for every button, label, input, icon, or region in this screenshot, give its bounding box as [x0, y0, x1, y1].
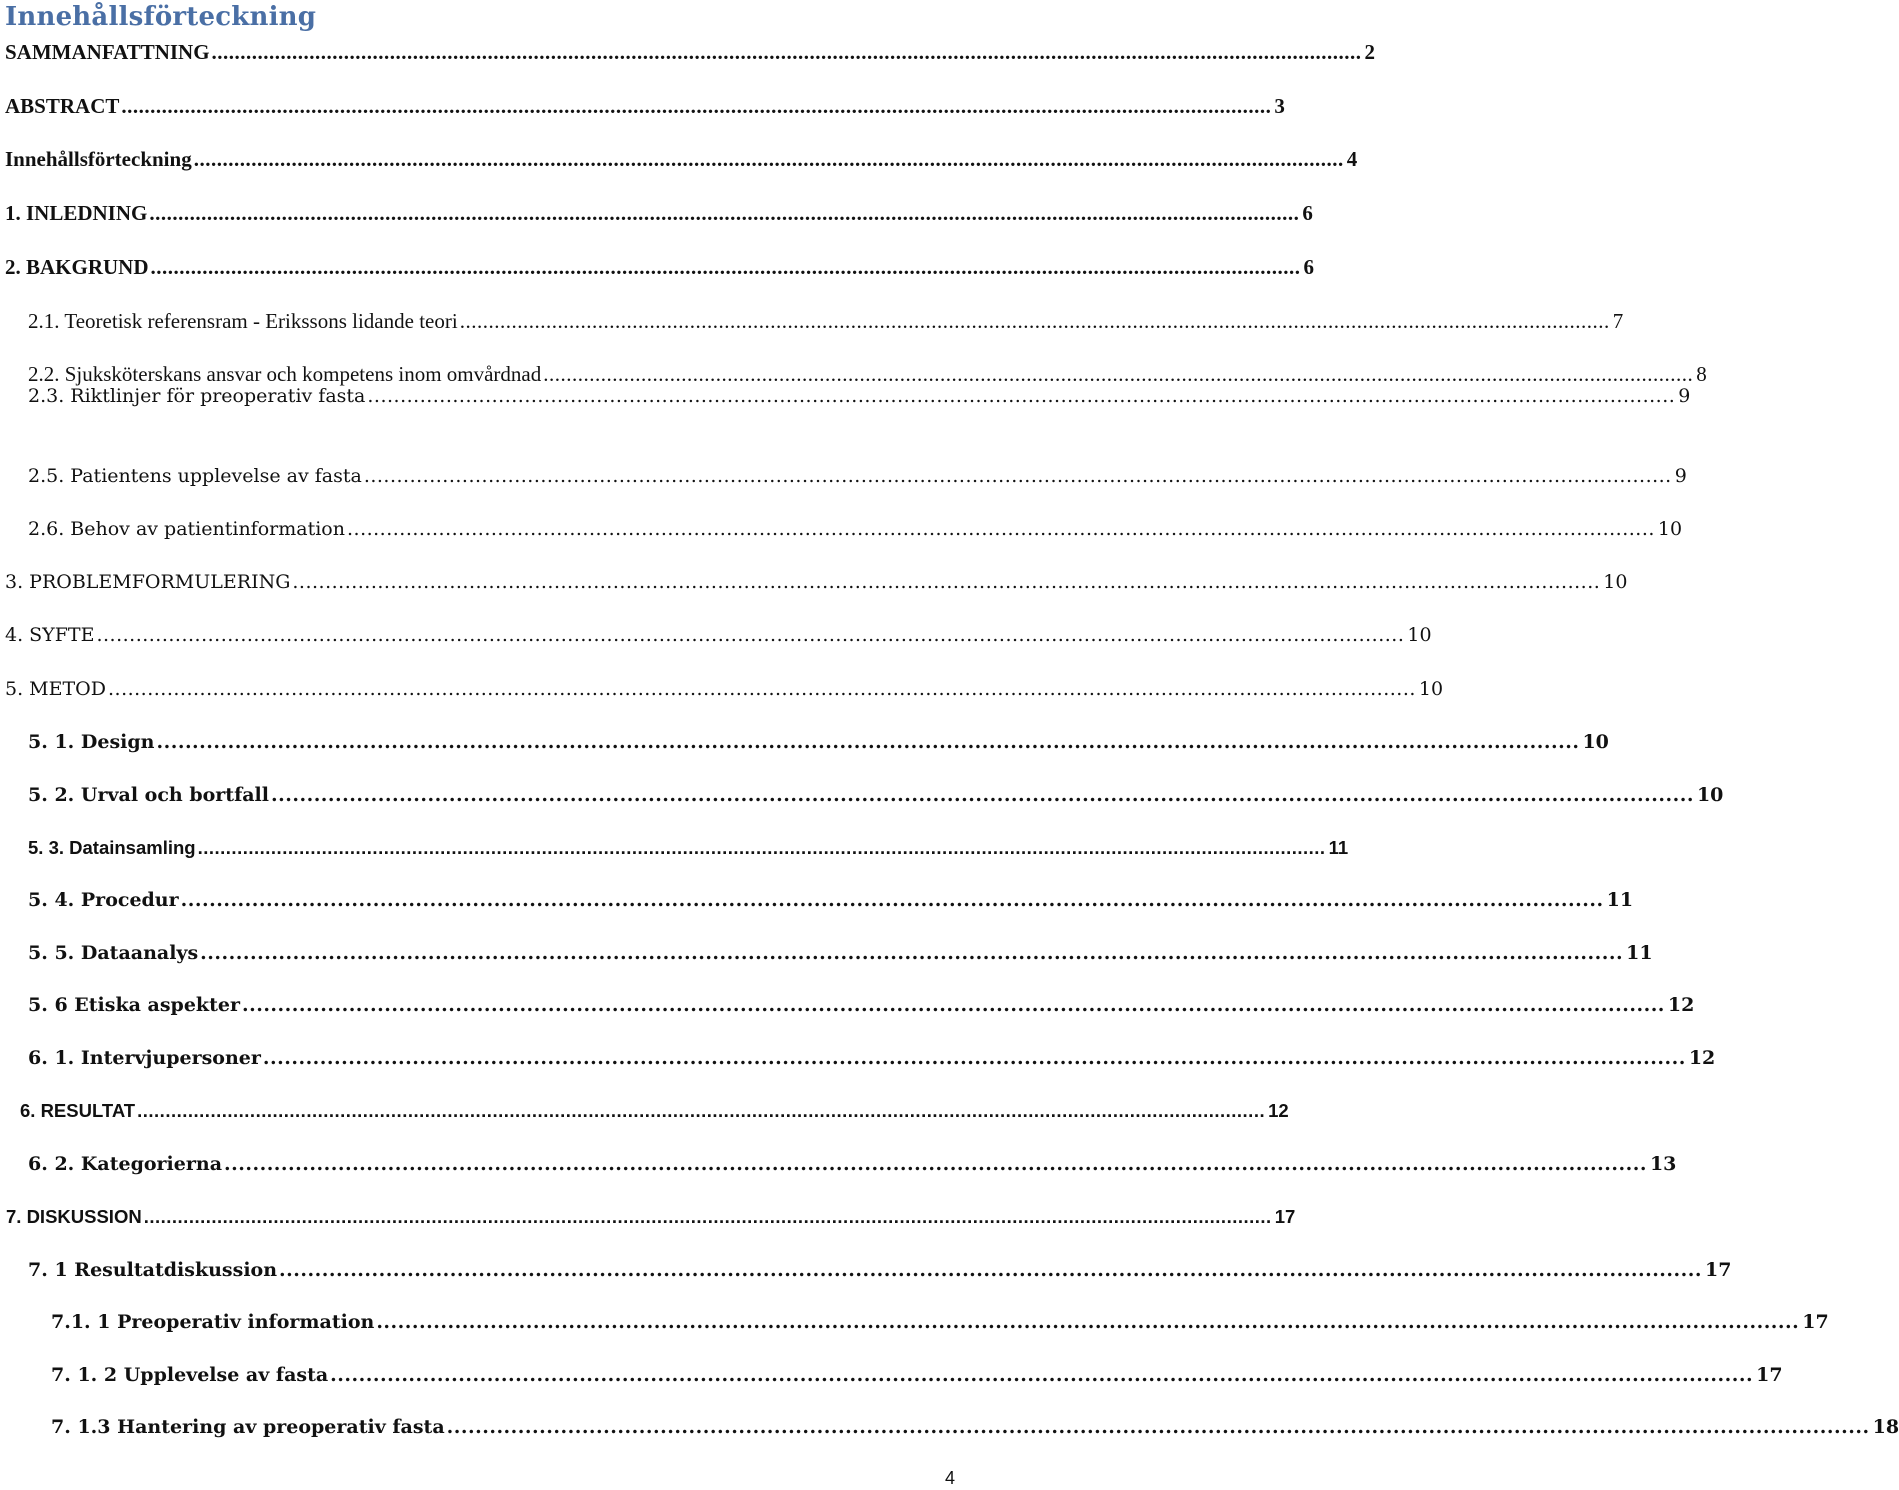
toc-entry[interactable] — [6, 1206, 1296, 1236]
toc-entry-label: 6. 2. Kategorierna — [28, 1153, 222, 1175]
toc-page-number: 10 — [1603, 571, 1628, 593]
page-number: 4 — [944, 1468, 955, 1488]
toc-leader: ........................................................................................................................................................................................................ — [96, 624, 1405, 646]
toc-leader: ........................................................................................................................................................................................................ — [224, 1153, 1647, 1175]
toc-leader: ........................................................................................................................................................................................................ — [149, 201, 1300, 225]
toc-page-number: 10 — [1582, 731, 1609, 753]
toc-entry-label: SAMMANFATTNING — [5, 40, 210, 64]
toc-entry[interactable] — [5, 624, 1432, 654]
toc-page-number: 3 — [1274, 94, 1285, 118]
toc-page-number: 9 — [1674, 465, 1687, 487]
toc-entry-label: 7.1. 1 Preoperativ information — [51, 1311, 375, 1333]
toc-entry-label: 5. 1. Design — [28, 731, 155, 753]
toc-leader: ........................................................................................................................................................................................................ — [346, 518, 1655, 540]
toc-entry-label: 7. 1.3 Hantering av preoperativ fasta — [51, 1416, 445, 1438]
toc-entry[interactable] — [28, 994, 1695, 1024]
toc-page-number: 13 — [1649, 1153, 1677, 1175]
toc-entry[interactable] — [5, 678, 1444, 708]
toc-entry[interactable] — [28, 309, 1624, 339]
toc-entry-label: Innehållsförteckning — [5, 147, 192, 171]
toc-leader: ........................................................................................................................................................................................................ — [330, 1364, 1754, 1386]
toc-page-number: 12 — [1667, 994, 1695, 1016]
toc-leader: ........................................................................................................................................................................................................ — [241, 994, 1665, 1016]
toc-leader: ........................................................................................................................................................................................................ — [459, 309, 1610, 333]
toc-leader: ........................................................................................................................................................................................................ — [107, 678, 1416, 700]
toc-entry-label: 5. 6 Etiska aspekter — [28, 994, 240, 1016]
toc-leader: ........................................................................................................................................................................................................ — [446, 1416, 1870, 1438]
toc-entry[interactable] — [28, 1047, 1716, 1077]
toc-leader: ........................................................................................................................................................................................................ — [150, 255, 1301, 279]
toc-leader: ........................................................................................................................................................................................................ — [197, 837, 1326, 858]
toc-page-number: 10 — [1418, 678, 1444, 700]
toc-page-number: 2 — [1364, 40, 1376, 64]
toc-leader: ........................................................................................................................................................................................................ — [121, 94, 1272, 118]
toc-entry[interactable] — [5, 147, 1358, 177]
toc-entry[interactable] — [28, 1153, 1677, 1183]
toc-entry[interactable] — [28, 385, 1691, 415]
toc-page-number: 11 — [1626, 942, 1653, 964]
toc-entry-label: 2.1. Teoretisk referensram - Erikssons lidande teori — [28, 309, 458, 333]
toc-entry-label: 5. METOD — [5, 678, 106, 700]
toc-page-number: 6 — [1303, 255, 1315, 279]
toc-heading: Innehållsförteckning — [5, 2, 317, 32]
toc-entry[interactable] — [28, 889, 1634, 919]
toc-page-number: 18 — [1872, 1416, 1899, 1438]
toc-leader: ........................................................................................................................................................................................................ — [200, 942, 1624, 964]
toc-page-number: 10 — [1407, 624, 1432, 646]
toc-entry[interactable] — [5, 201, 1313, 231]
toc-page-number: 10 — [1657, 518, 1683, 540]
toc-entry[interactable] — [5, 94, 1285, 124]
toc-entry-label: 5. 2. Urval och bortfall — [28, 784, 269, 806]
toc-page-number: 11 — [1328, 837, 1349, 858]
toc-entry-label: 6. 1. Intervjupersoner — [28, 1047, 261, 1069]
toc-page-number: 6 — [1302, 201, 1313, 225]
toc-page-number: 12 — [1268, 1100, 1289, 1121]
toc-leader: ........................................................................................................................................................................................................ — [143, 1206, 1272, 1227]
toc-leader: ........................................................................................................................................................................................................ — [180, 889, 1604, 911]
toc-leader: ........................................................................................................................................................................................................ — [292, 571, 1601, 593]
toc-entry[interactable] — [5, 40, 1376, 70]
toc-entry-label: 2.6. Behov av patientinformation — [28, 518, 345, 540]
toc-entry[interactable] — [28, 942, 1653, 972]
toc-leader: ........................................................................................................................................................................................................ — [193, 147, 1344, 171]
toc-entry[interactable] — [51, 1311, 1829, 1341]
toc-entry-label: 7. 1. 2 Upplevelse av fasta — [51, 1364, 329, 1386]
toc-page-number: 8 — [1696, 362, 1707, 386]
toc-entry-label: 2.5. Patientens upplevelse av fasta — [28, 465, 362, 487]
toc-page-number: 4 — [1346, 147, 1358, 171]
toc-leader: ........................................................................................................................................................................................................ — [376, 1311, 1800, 1333]
toc-leader: ........................................................................................................................................................................................................ — [211, 40, 1362, 64]
toc-entry-label: 6. RESULTAT — [20, 1100, 136, 1121]
toc-entry-label: 3. PROBLEMFORMULERING — [5, 571, 291, 593]
toc-entry[interactable] — [28, 1259, 1732, 1289]
toc-entry-label: 7. 1 Resultatdiskussion — [28, 1259, 278, 1281]
toc-page-number: 10 — [1696, 784, 1724, 806]
toc-entry-label: ABSTRACT — [5, 94, 120, 118]
toc-page-number: 7 — [1612, 309, 1624, 333]
toc-entry-label: 2. BAKGRUND — [5, 255, 149, 279]
toc-entry-label: 7. DISKUSSION — [6, 1206, 142, 1227]
toc-page-number: 9 — [1678, 385, 1691, 407]
toc-entry-label: 5. 5. Dataanalys — [28, 942, 199, 964]
toc-page-number: 12 — [1688, 1047, 1716, 1069]
toc-entry[interactable] — [28, 518, 1683, 548]
toc-entry[interactable] — [5, 255, 1315, 285]
toc-entry[interactable] — [51, 1364, 1783, 1394]
toc-page-number: 17 — [1802, 1311, 1829, 1333]
toc-leader: ........................................................................................................................................................................................................ — [543, 362, 1694, 386]
toc-page-number: 17 — [1705, 1259, 1732, 1281]
toc-leader: ........................................................................................................................................................................................................ — [279, 1259, 1702, 1281]
toc-entry[interactable] — [28, 784, 1724, 814]
toc-entry-label: 1. INLEDNING — [5, 201, 148, 225]
toc-entry-label: 4. SYFTE — [5, 624, 95, 646]
toc-leader: ........................................................................................................................................................................................................ — [137, 1100, 1266, 1121]
toc-leader: ........................................................................................................................................................................................................ — [262, 1047, 1686, 1069]
toc-entry[interactable] — [51, 1416, 1899, 1446]
toc-entry-label: 5. 3. Datainsamling — [28, 837, 196, 858]
toc-leader: ........................................................................................................................................................................................................ — [156, 731, 1580, 753]
toc-entry[interactable] — [20, 1100, 1289, 1130]
toc-leader: ........................................................................................................................................................................................................ — [363, 465, 1672, 487]
toc-leader: ........................................................................................................................................................................................................ — [271, 784, 1694, 806]
toc-leader: ........................................................................................................................................................................................................ — [367, 385, 1676, 407]
toc-entry-label: 5. 4. Procedur — [28, 889, 179, 911]
toc-entry-label: 2.3. Riktlinjer för preoperativ fasta — [28, 385, 366, 407]
toc-entry[interactable] — [28, 837, 1349, 867]
toc-page-number: 11 — [1606, 889, 1634, 911]
toc-entry[interactable] — [28, 465, 1687, 495]
toc-page-number: 17 — [1756, 1364, 1783, 1386]
toc-entry[interactable] — [5, 571, 1628, 601]
toc-entry[interactable] — [28, 731, 1609, 761]
toc-entry-label: 2.2. Sjuksköterskans ansvar och kompetens inom omvårdnad — [28, 362, 542, 386]
toc-page-number: 17 — [1274, 1206, 1296, 1227]
